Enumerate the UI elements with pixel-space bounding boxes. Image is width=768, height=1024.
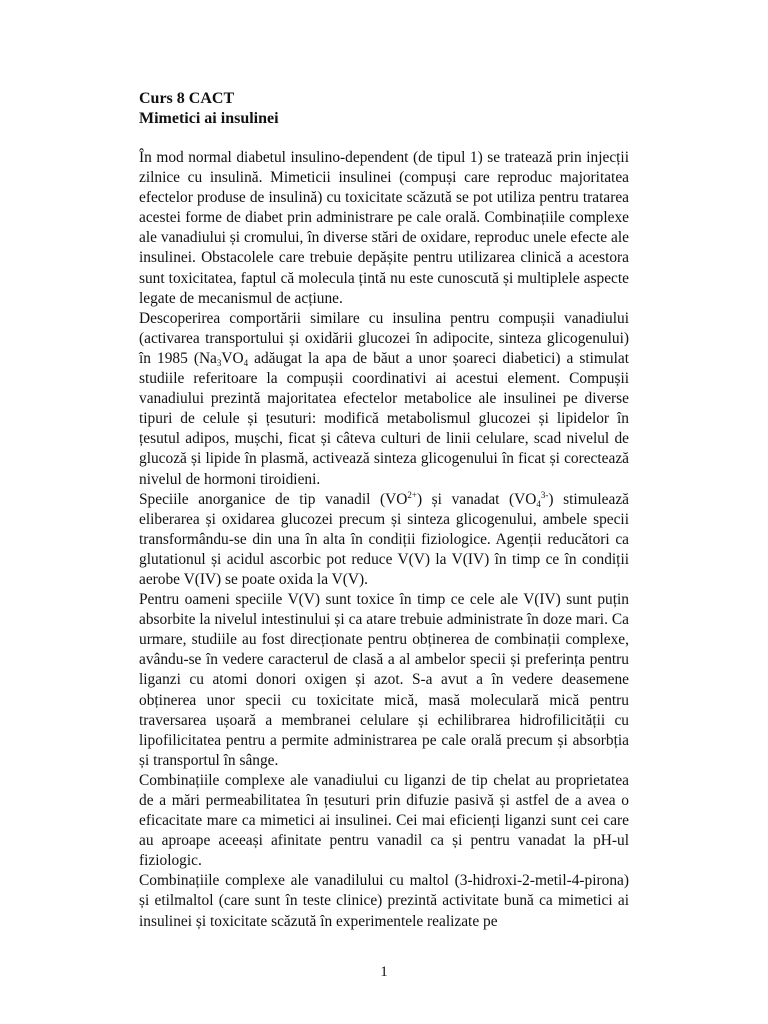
body-text <box>139 148 629 932</box>
paragraph-2-vo: VO <box>221 349 244 367</box>
paragraph-5: Combinațiile complexe ale vanadiului cu liganzi de tip chelat au proprietatea de a mări permeabilitatea în țesuturi prin difuzie pasivă și astfel de a avea o eficacitate mare ca mimetici ai insulinei. Cei mai eficienți liganzi sunt cei care au aproape aceeași afinitate pentru vanadil ca și pentru vanadat la pH-ul fiziologic. <box>139 771 629 870</box>
document-header <box>139 89 279 129</box>
subscript-3: 3 <box>216 357 222 368</box>
superscript-3minus: 3- <box>540 489 549 500</box>
paragraph-4: Pentru oameni speciile V(V) sunt toxice în timp ce cele ale V(IV) sunt puțin absorbite la nivelul intestinului și ca atare trebuie administrate în doze mari. Ca urmare, studiile au fost direcționate pentru obținerea de combinații complexe, avându-se în vedere caracterul de clasă a al ambelor specii și preferința pentru liganzi cu atomi donori oxigen și azot. S-a avut a în vedere deasemene obținerea unor specii cu toxicitate mică, masă moleculară mică pentru traversarea ușoară a membranei celulare și echilibrarea hidrofilicității cu lipofilicitatea pentru a permite administrarea pe cale orală precum și absorbția și transportul în sânge. <box>139 591 629 769</box>
page-number: 1 <box>380 964 388 980</box>
paragraph-2-text-b: adăugat la apa de băut a unor șoareci diabetici) a stimulat studiile referitoare la compușii coordinativi ai acestui element. Compușii vanadiului prezintă majoritatea efectelor metabolice ale insulinei pe diverse tipuri de celule și țesuturi: modifică metabolismul glucozei și lipidelor în țesutul adipos, mușchi, ficat și câteva culturi de linii celulare, scad nivelul de glucoză și lipide în plasmă, activează sinteza glicogenului în ficat și corectează nivelul de hormoni tiroidieni. <box>139 349 629 488</box>
paragraph-2-text-a: Descoperirea comportării similare cu insulina pentru compușii vanadiului (activarea transportului și oxidării glucozei în adipocite, sinteza glicogenului) în 1985 (Na <box>139 309 629 367</box>
paragraph-6: Combinațiile complexe ale vanadilului cu maltol (3-hidroxi-2-metil-4-pirona) și etilmaltol (care sunt în teste clinice) prezintă activitate bună ca mimetici ai insulinei și toxicitate scăzută în experimentele realizate pe <box>139 872 629 930</box>
section-title: Mimetici ai insulinei <box>139 110 279 127</box>
paragraph-2 <box>139 309 629 490</box>
paragraph-1: În mod normal diabetul insulino-dependent (de tipul 1) se tratează prin injecții zilnice cu insulină. Mimeticii insulinei (compuși care reproduc majoritatea efectelor produse de insulină) cu toxicitate scăzută se pot utiliza pentru tratarea acestei forme de diabet prin administrare pe cale orală. Combinațiile complexe ale vanadiului și cromului, în diverse stări de oxidare, reproduc unele efecte ale insulinei. Obstacolele care trebuie depășite pentru utilizarea clinică a acestora sunt toxicitatea, faptul că molecula țintă nu este cunoscută și multiplele aspecte legate de mecanismul de acțiune. <box>139 149 629 307</box>
subscript-4: 4 <box>243 357 249 368</box>
subscript-4b: 4 <box>536 498 541 509</box>
paragraph-3 <box>139 490 629 590</box>
paragraph-3-text-c: ) stimulează eliberarea și oxidarea glucozei precum și sinteza glicogenului, ambele specii transformându-se din una în alta în condiții fiziologice. Agenții reducători ca glutationul și acidul ascorbic pot reduce V(V) la V(IV) în timp ce în condiții aerobe V(IV) se poate oxida la V(V). <box>139 490 629 588</box>
paragraph-3-text-a: Speciile anorganice de tip vanadil (VO <box>139 490 408 508</box>
paragraph-3-text-b: ) și vanadat (VO <box>416 490 537 508</box>
course-title: Curs 8 CACT <box>139 90 235 107</box>
superscript-2plus: 2+ <box>407 489 417 500</box>
